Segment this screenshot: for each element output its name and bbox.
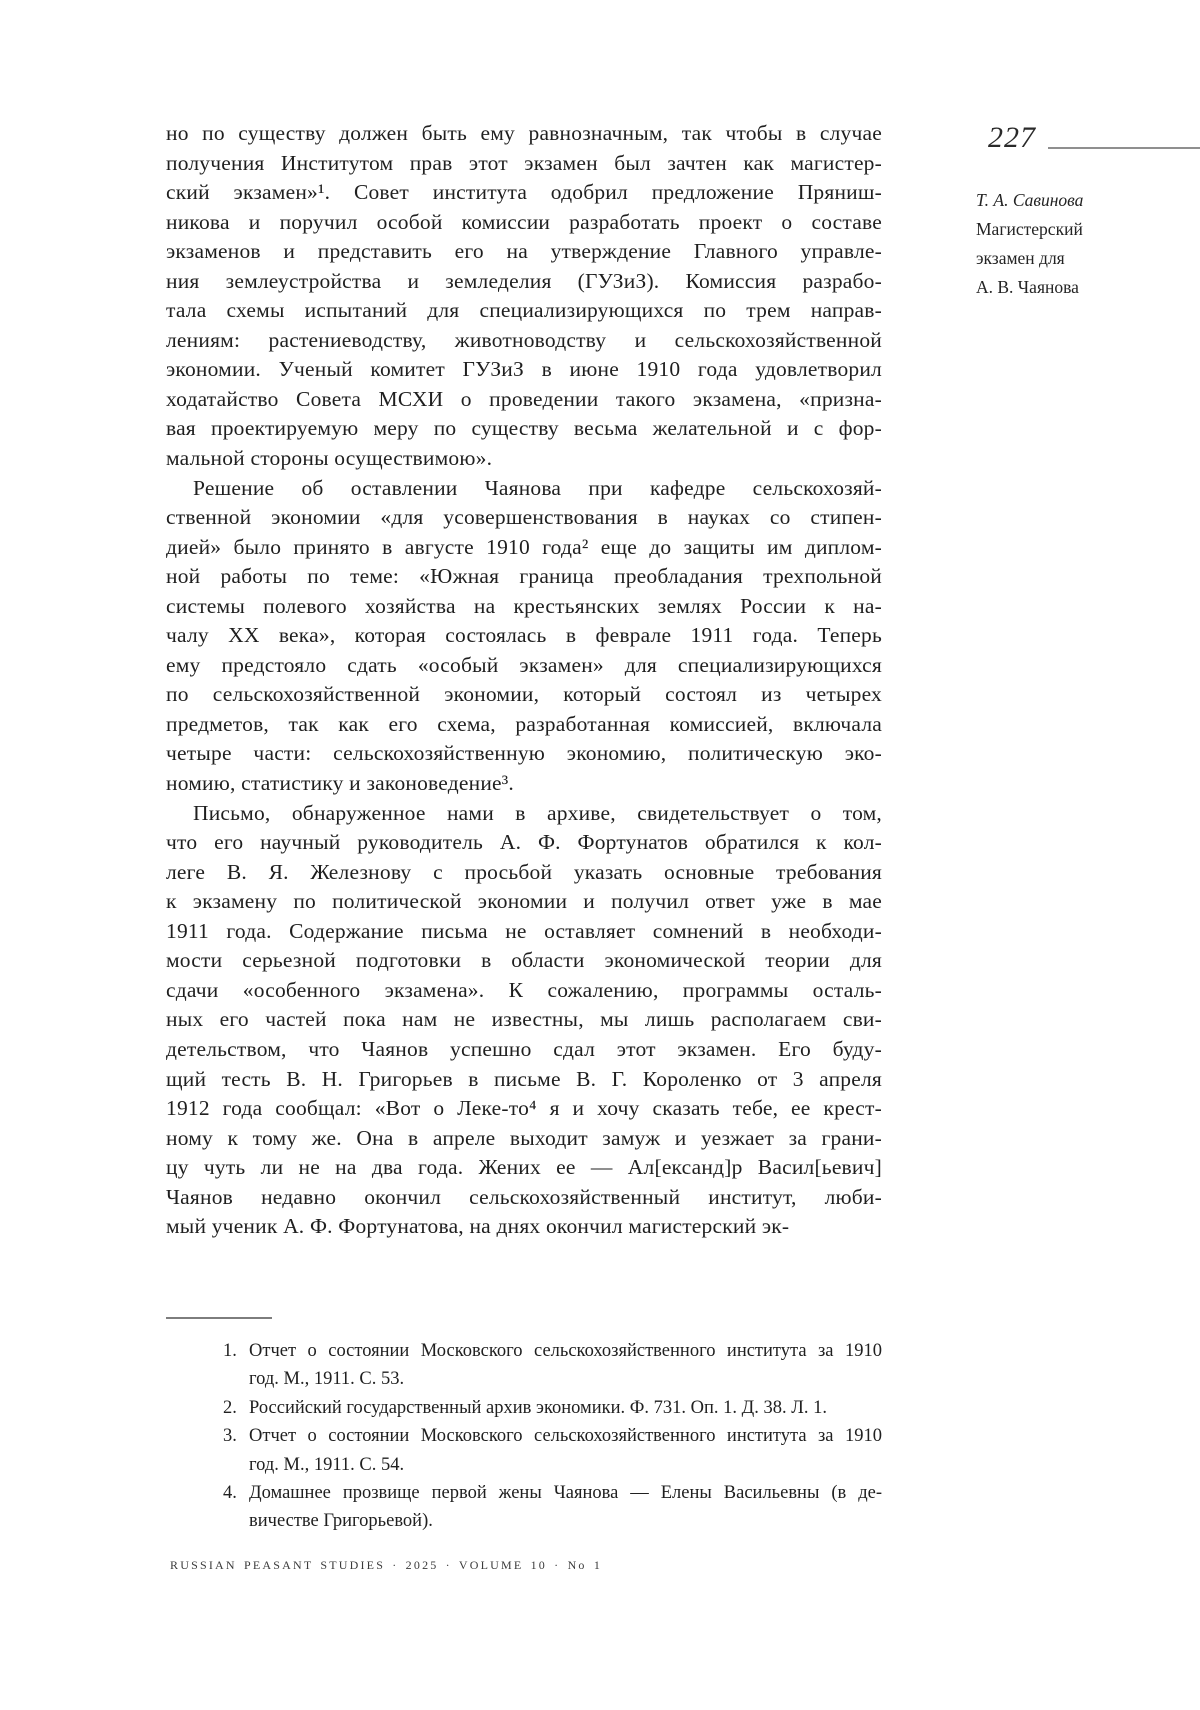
text-line: мый ученик А. Ф. Фортунатова, на днях окончил магистерский эк- bbox=[166, 1214, 790, 1239]
text-line: сдачи «особенного экзамена». К сожалению, программы осталь- bbox=[166, 977, 882, 1002]
paragraph bbox=[166, 799, 882, 1242]
text-line: детельством, что Чаянов успешно сдал этот экзамен. Его буду- bbox=[166, 1036, 882, 1061]
text-line: мальной стороны осуществимою». bbox=[166, 446, 493, 471]
text-line: ной работы по теме: «Южная граница преобладания трехпольной bbox=[166, 564, 882, 589]
footnote-line: год. М., 1911. С. 54. bbox=[249, 1454, 405, 1475]
text-line: ему предстояло сдать «особый экзамен» для специализирующихся bbox=[166, 652, 882, 677]
margin-author: Т. А. Савинова bbox=[976, 190, 1084, 210]
text-line: лениям: растениеводству, животноводству и сельскохозяйственной bbox=[166, 327, 882, 352]
footnote-line: Российский государственный архив экономики. Ф. 731. Оп. 1. Д. 38. Л. 1. bbox=[249, 1397, 827, 1418]
footnote-line: Домашнее прозвище первой жены Чаянова — Елены Васильевны (в де- bbox=[249, 1483, 882, 1504]
margin-notes bbox=[976, 186, 1176, 302]
text-line: Письмо, обнаруженное нами в архиве, свидетельствует о том, bbox=[193, 800, 882, 825]
footnote-line: Отчет о состоянии Московского сельскохозяйственного института за 1910 bbox=[249, 1341, 882, 1361]
text-line: ния землеустройства и земледелия (ГУЗиЗ). Комиссия разрабо- bbox=[166, 268, 882, 293]
text-line: тала схемы испытаний для специализирующихся по трем направ- bbox=[166, 298, 882, 323]
margin-title-line: экзамен для bbox=[976, 248, 1065, 268]
footnote-line: год. М., 1911. С. 53. bbox=[249, 1369, 405, 1390]
text-line: получения Институтом прав этот экзамен был зачтен как магистер- bbox=[166, 150, 882, 175]
footnote-item bbox=[166, 1394, 882, 1422]
article-body bbox=[166, 119, 882, 1242]
text-line: ному к тому же. Она в апреле выходит замуж и уезжает за грани- bbox=[166, 1125, 882, 1150]
footnote-item bbox=[166, 1479, 882, 1536]
text-line: экзаменов и представить его на утверждение Главного управле- bbox=[166, 239, 882, 264]
text-line: к экзамену по политической экономии и получил ответ уже в мае bbox=[166, 889, 882, 914]
text-line: четыре части: сельскохозяйственную экономию, политическую эко- bbox=[166, 741, 882, 766]
text-line: дией» было принято в августе 1910 года² еще до защиты им диплом- bbox=[166, 534, 882, 559]
text-line: системы полевого хозяйства на крестьянских землях России к на- bbox=[166, 593, 882, 618]
text-line: ных его частей пока нам не известны, мы лишь располагаем сви- bbox=[166, 1007, 882, 1032]
footnote-number: 2. bbox=[223, 1397, 237, 1418]
text-line: цу чуть ли не на два года. Жених ее — Ал[ександ]р Васил[ьевич] bbox=[166, 1155, 882, 1180]
text-line: никова и поручил особой комиссии разработать проект о составе bbox=[166, 209, 882, 234]
text-line: мости серьезной подготовки в области экономической теории для bbox=[166, 948, 882, 973]
text-line: щий тесть В. Н. Григорьев в письме В. Г. Короленко от 3 апреля bbox=[166, 1066, 882, 1091]
text-line: ходатайство Совета МСХИ о проведении такого экзамена, «призна- bbox=[166, 386, 882, 411]
text-line: по сельскохозяйственной экономии, который состоял из четырех bbox=[166, 682, 882, 707]
text-line: Решение об оставлении Чаянова при кафедре сельскохозяй- bbox=[193, 475, 882, 500]
text-line: ственной экономии «для усовершенствования в науках со стипен- bbox=[166, 505, 882, 530]
footnote-item bbox=[166, 1337, 882, 1394]
footnote-list bbox=[166, 1337, 882, 1536]
margin-title-line: Магистерский bbox=[976, 219, 1083, 239]
text-line: что его научный руководитель А. Ф. Фортунатов обратился к кол- bbox=[166, 830, 882, 855]
text-line: вая проектируемую меру по существу весьма желательной и с фор- bbox=[166, 416, 882, 441]
footnotes-section bbox=[166, 1317, 882, 1536]
text-line: но по существу должен быть ему равнозначным, так чтобы в случае bbox=[166, 121, 882, 145]
text-line: чалу ХХ века», которая состоялась в феврале 1911 года. Теперь bbox=[166, 623, 882, 648]
footnote-line: вичестве Григорьевой). bbox=[249, 1511, 433, 1532]
text-line: экономии. Ученый комитет ГУЗиЗ в июне 1910 года удовлетворил bbox=[166, 357, 882, 382]
text-line: леге В. Я. Железнову с просьбой указать основные требования bbox=[166, 859, 882, 884]
footnote-number: 1. bbox=[223, 1341, 237, 1361]
margin-title-line: А. В. Чаянова bbox=[976, 277, 1079, 297]
journal-footer: RUSSIAN PEASANT STUDIES · 2025 · VOLUME 10 · No 1 bbox=[170, 1558, 603, 1572]
footnote-separator bbox=[166, 1317, 272, 1319]
footnote-line: Отчет о состоянии Московского сельскохозяйственного института за 1910 bbox=[249, 1426, 882, 1447]
text-line: ский экзамен»¹. Совет института одобрил предложение Пряниш- bbox=[166, 180, 882, 205]
footnote-number: 3. bbox=[223, 1426, 237, 1447]
text-line: предметов, так как его схема, разработанная комиссией, включала bbox=[166, 711, 882, 736]
text-line: Чаянов недавно окончил сельскохозяйственный институт, люби- bbox=[166, 1184, 882, 1209]
page-number: 227 bbox=[988, 121, 1036, 154]
footnote-number: 4. bbox=[223, 1483, 237, 1504]
text-line: номию, статистику и законоведение³. bbox=[166, 771, 514, 796]
header-rule bbox=[1048, 147, 1200, 149]
footnote-item bbox=[166, 1422, 882, 1479]
paragraph bbox=[166, 119, 882, 474]
text-line: 1911 года. Содержание письма не оставляет сомнений в необходи- bbox=[166, 918, 882, 943]
paragraph bbox=[166, 474, 882, 799]
margin-article-title bbox=[976, 215, 1176, 302]
text-line: 1912 года сообщал: «Вот о Леке-то⁴ я и хочу сказать тебе, ее крест- bbox=[166, 1096, 882, 1121]
